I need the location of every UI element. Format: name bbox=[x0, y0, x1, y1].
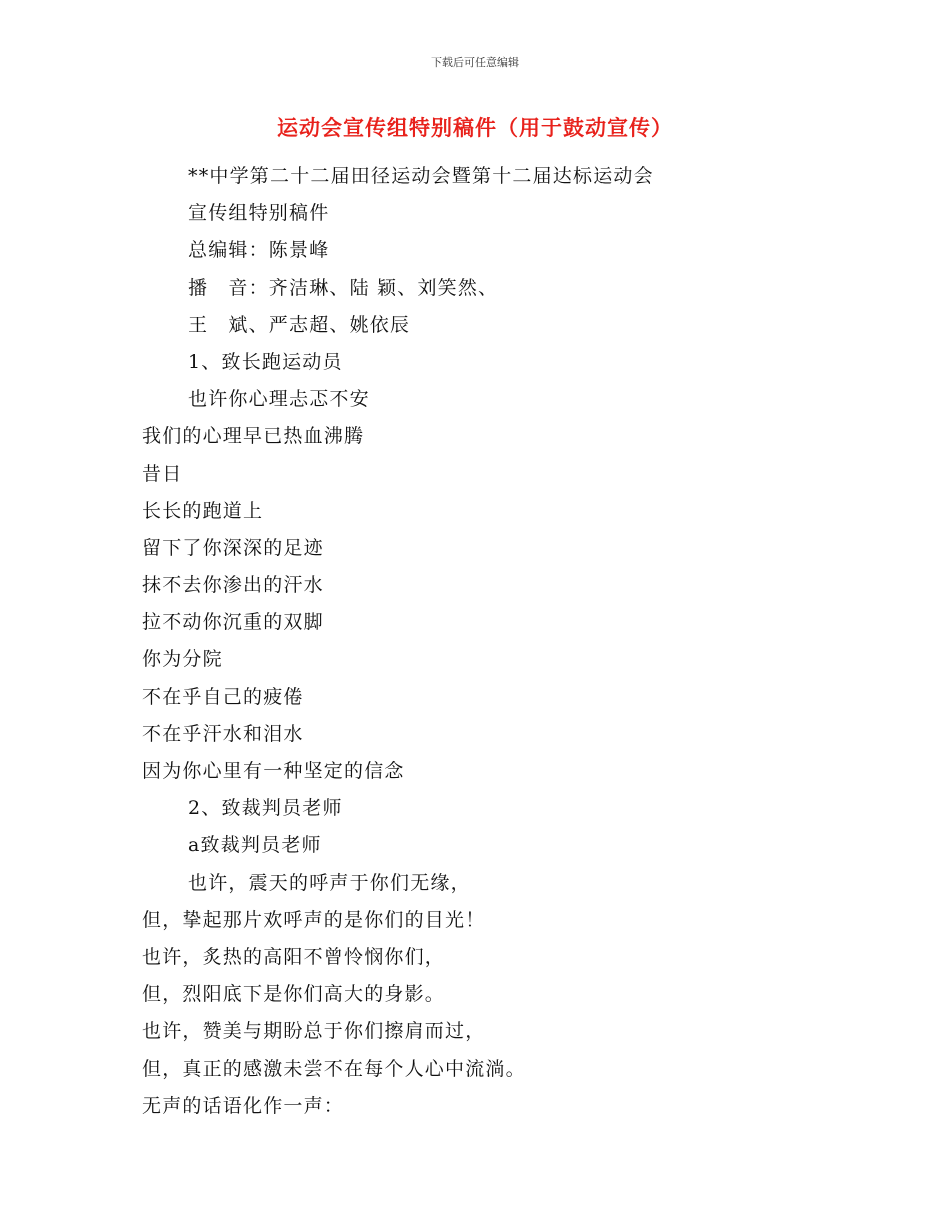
text-line: 王 斌、严志超、姚依辰 bbox=[188, 313, 411, 336]
page-header: 下载后可任意编辑 bbox=[431, 56, 519, 69]
text-line: 我们的心理早已热血沸腾 bbox=[142, 425, 365, 448]
text-line: 无声的话语化作一声： bbox=[142, 1094, 345, 1117]
text-line: a致裁判员老师 bbox=[188, 834, 322, 857]
text-line: 播 音：齐洁琳、陆 颖、刘笑然、 bbox=[188, 276, 499, 299]
text-line: 也许，赞美与期盼总于你们擦肩而过， bbox=[142, 1020, 486, 1043]
text-line: 但，烈阳底下是你们高大的身影。 bbox=[142, 983, 446, 1006]
text-line: 总编辑：陈景峰 bbox=[188, 239, 330, 262]
text-line: 你为分院 bbox=[142, 648, 223, 671]
text-line: 抹不去你渗出的汗水 bbox=[142, 574, 324, 597]
text-line: 因为你心里有一种坚定的信念 bbox=[142, 760, 405, 782]
text-line: 长长的跑道上 bbox=[142, 499, 264, 522]
text-line: 但，真正的感激未尝不在每个人心中流淌。 bbox=[142, 1057, 526, 1080]
text-line: 但，挚起那片欢呼声的是你们的目光！ bbox=[142, 908, 486, 931]
text-line: 不在乎自己的疲倦 bbox=[142, 685, 304, 708]
text-line: 留下了你深深的足迹 bbox=[142, 536, 324, 559]
text-line: 拉不动你沉重的双脚 bbox=[142, 611, 324, 634]
text-line: 1、致长跑运动员 bbox=[188, 350, 343, 373]
document-body bbox=[142, 158, 842, 1125]
text-line: 也许，炙热的高阳不曾怜悯你们， bbox=[142, 945, 446, 968]
text-line: 不在乎汗水和泪水 bbox=[142, 722, 304, 745]
document-title: 运动会宣传组特别稿件（用于鼓动宣传） bbox=[277, 116, 673, 140]
text-line: 宣传组特别稿件 bbox=[188, 202, 330, 225]
text-line: 也许，震天的呼声于你们无缘， bbox=[188, 871, 471, 894]
text-line: 也许你心理忐忑不安 bbox=[188, 388, 370, 411]
text-line: 2、致裁判员老师 bbox=[188, 797, 343, 820]
text-line: **中学第二十二届田径运动会暨第十二届达标运动会 bbox=[188, 165, 654, 187]
text-line: 昔日 bbox=[142, 462, 183, 485]
